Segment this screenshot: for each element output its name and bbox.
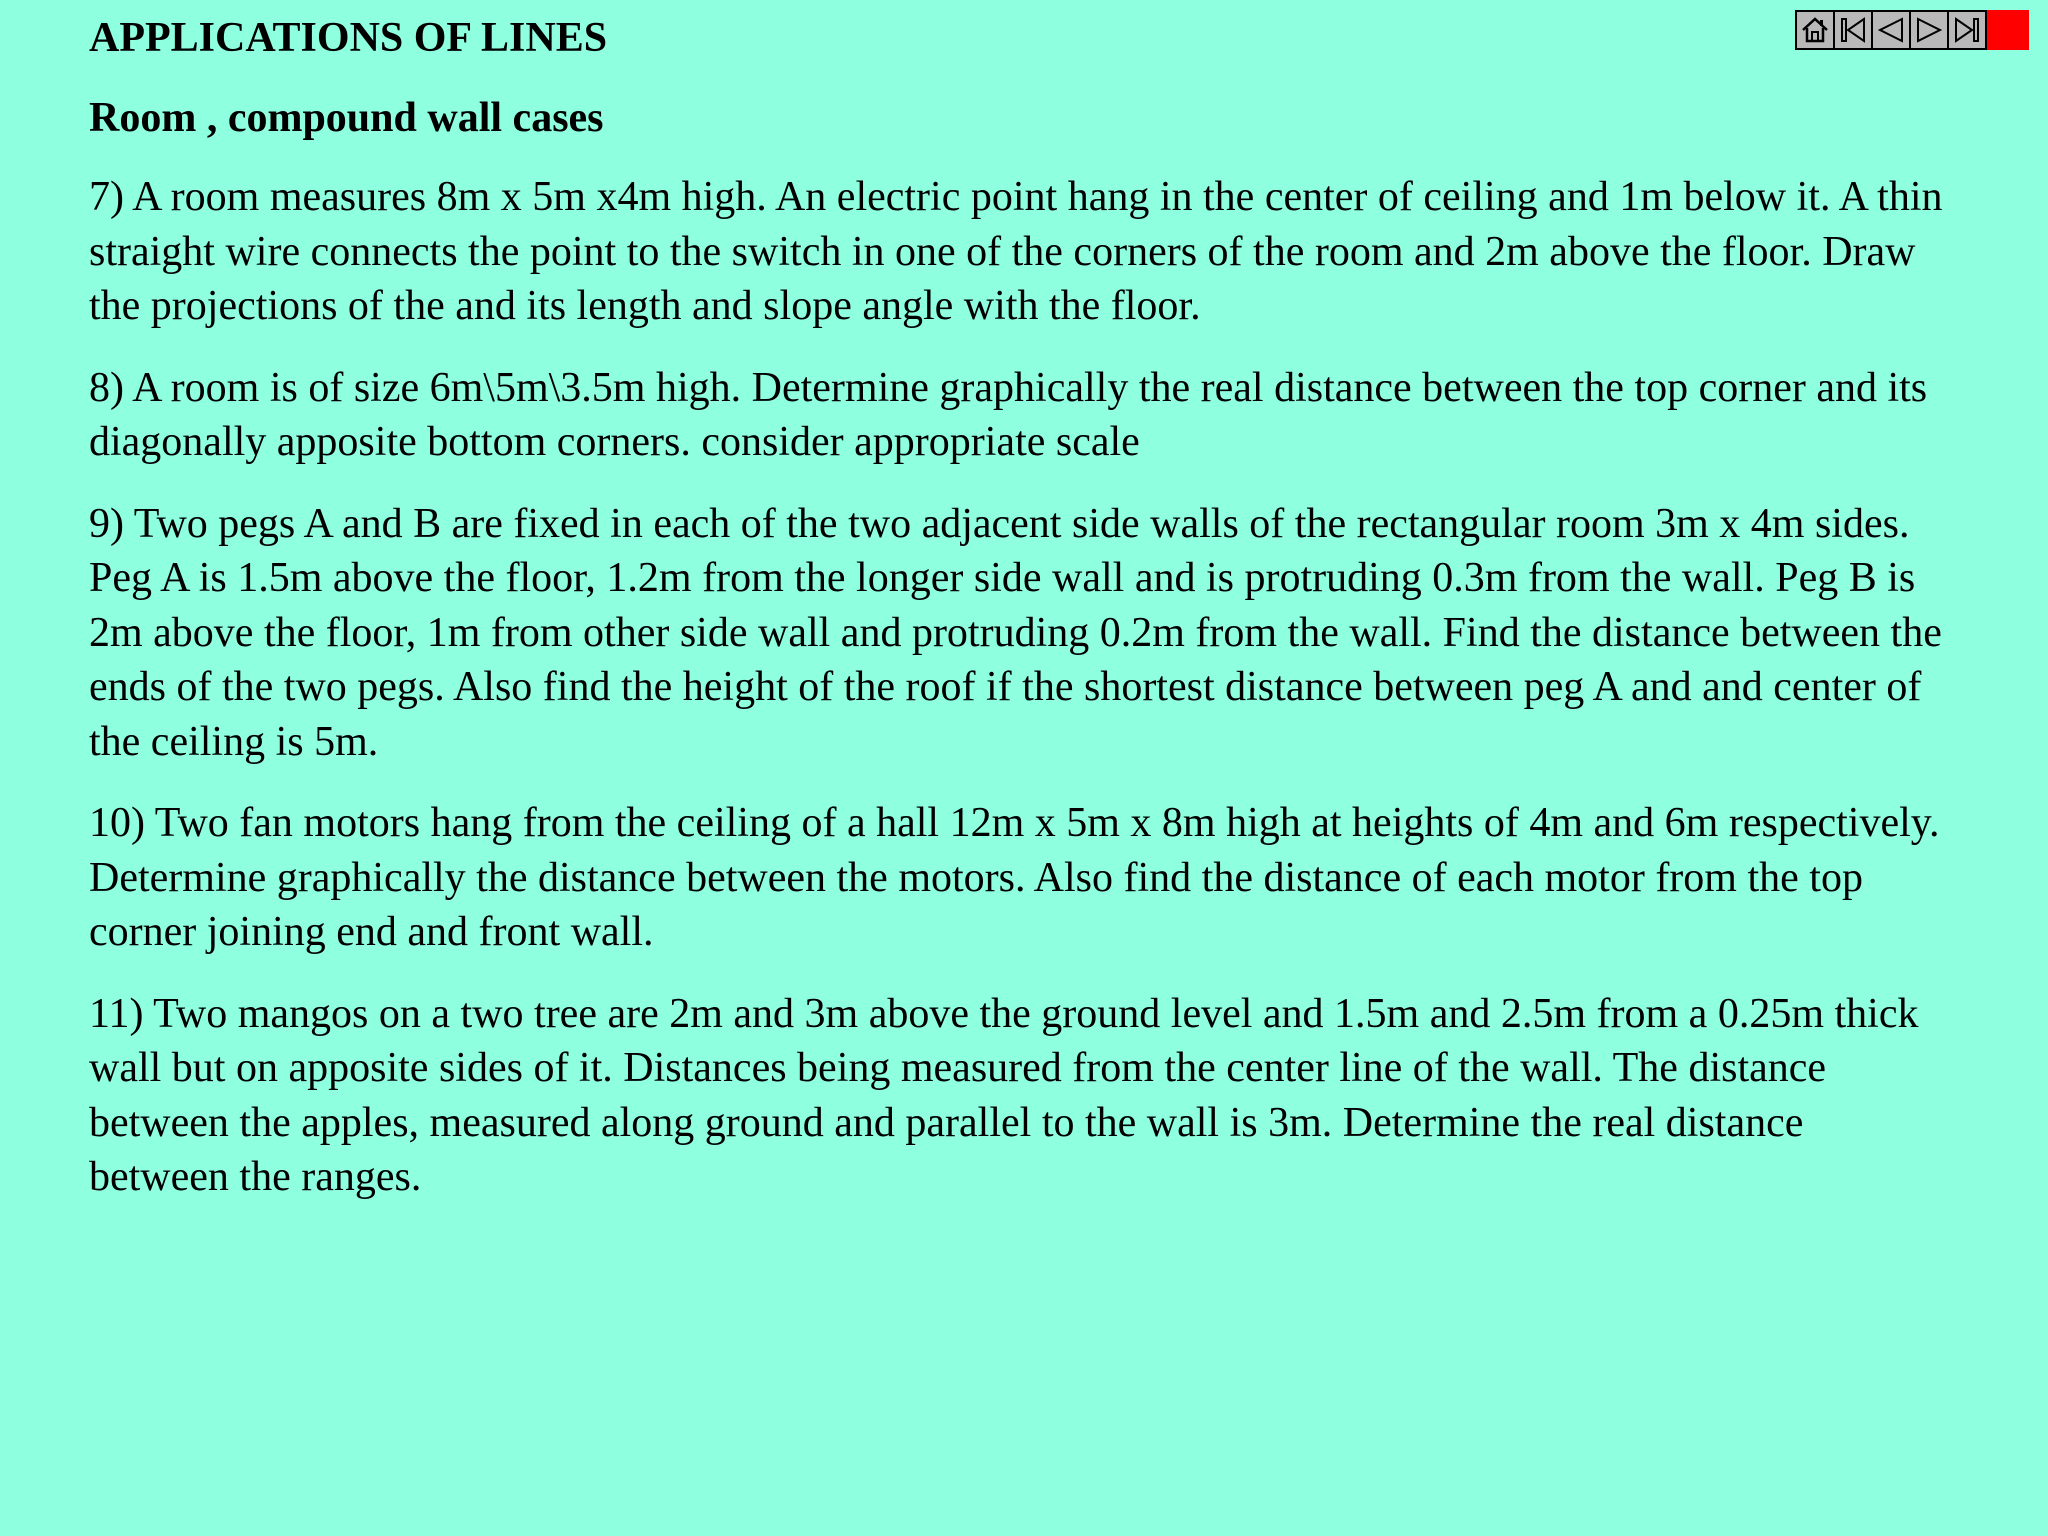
slide-content (89, 10, 1949, 1232)
next-slide-icon (1914, 15, 1944, 45)
problem-7: 7) A room measures 8m x 5m x4m high. An electric point hang in the center of ceiling and 1m below it. A thin straight wire connects the point to the switch in one of the corners of the room and 2m above the floor. Draw the projections of the and its length and slope angle with the floor. (89, 174, 1943, 329)
last-slide-icon (1952, 15, 1982, 45)
first-slide-button[interactable] (1833, 10, 1873, 50)
problem-9: 9) Two pegs A and B are fixed in each of the two adjacent side walls of the rectangular room 3m x 4m sides. Peg A is 1.5m above the floor, 1.2m from the longer side wall and is protruding 0.3m from the wall. Peg B is 2m above the floor, 1m from other side wall and protruding 0.2m from the wall. Find the distance between the ends of the two pegs. Also find the height of the roof if the shortest distance between peg A and and center of the ceiling is 5m. (89, 500, 1942, 765)
previous-slide-icon (1876, 15, 1906, 45)
exit-icon (1993, 15, 2023, 45)
problem-10: 10) Two fan motors hang from the ceiling of a hall 12m x 5m x 8m high at heights of 4m and 6m respectively. Determine graphically the distance between the motors. Also find the distance of each motor from the top corner joining end and front wall. (89, 800, 1940, 955)
problem-8: 8) A room is of size 6m\5m\3.5m high. Determine graphically the real distance between the top corner and its diagonally apposite bottom corners. consider appropriate scale (89, 364, 1928, 465)
slide-title: APPLICATIONS OF LINES (89, 15, 608, 61)
problem-11: 11) Two mangos on a two tree are 2m and 3m above the ground level and 1.5m and 2.5m from a 0.25m thick wall but on apposite sides of it. Distances being measured from the center line of the wall. The distance between the apples, measured along ground and parallel to the wall is 3m. Determine the real distance between the ranges. (89, 990, 1919, 1200)
exit-button[interactable] (1987, 10, 2029, 50)
first-slide-icon (1838, 15, 1868, 45)
home-button[interactable] (1795, 10, 1835, 50)
slide-navigation (1795, 10, 2027, 50)
next-slide-button[interactable] (1909, 10, 1949, 50)
last-slide-button[interactable] (1947, 10, 1987, 50)
slide-subtitle: Room , compound wall cases (89, 95, 604, 141)
home-icon (1800, 15, 1830, 45)
previous-slide-button[interactable] (1871, 10, 1911, 50)
